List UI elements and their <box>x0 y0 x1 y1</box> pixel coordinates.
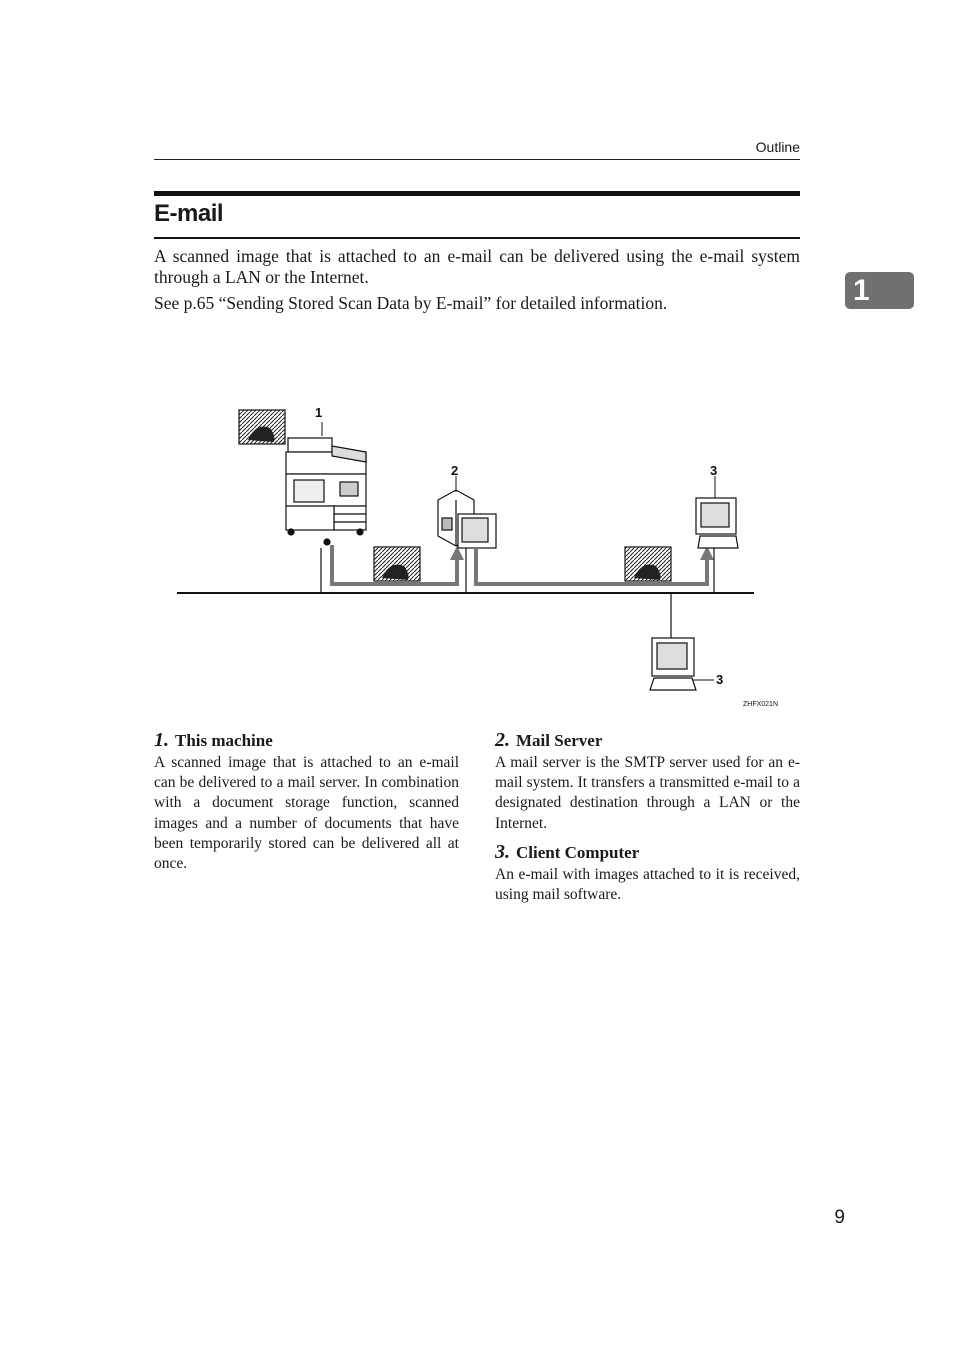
item-number: 3. <box>495 840 510 863</box>
figure-code: ZHFX021N <box>743 701 779 708</box>
section-title: E-mail <box>154 200 224 227</box>
scanned-image-icon <box>239 410 285 444</box>
intro-paragraph: A scanned image that is attached to an e-mail can be delivered using the e-mail system through a LAN or the Internet. <box>154 246 800 287</box>
transfer-arrow-server-to-client <box>476 548 707 584</box>
item-heading <box>154 728 459 753</box>
client-computer-icon-top <box>696 498 738 548</box>
email-network-diagram <box>170 400 779 720</box>
callout-label-3-top: 3 <box>710 463 718 478</box>
item-column-left <box>154 728 459 880</box>
chapter-tab: 1 <box>845 272 914 309</box>
item-title: This machine <box>175 731 273 750</box>
item-number: 2. <box>495 729 510 751</box>
client-computer-icon-bottom <box>650 638 696 690</box>
intro-reference: See p.65 “Sending Stored Scan Data by E-mail” for detailed information. <box>154 293 668 313</box>
page-number: 9 <box>834 1207 845 1228</box>
item-title: Client Computer <box>516 842 640 862</box>
item-description: A scanned image that is attached to an e-mail can be delivered to a mail server. In combination with a document storage function, scanned images and a number of documents that have been temporarily stored can be delivered all at once. <box>154 754 459 873</box>
mail-server-icon <box>438 490 496 548</box>
item-description: An e-mail with images attached to it is received, using mail software. <box>495 865 800 904</box>
item-column-right <box>495 728 800 911</box>
item-description: A mail server is the SMTP server used for an e-mail system. It transfers a transmitted e-mail to a designated destination through a LAN or the Internet. <box>495 754 800 832</box>
title-rule-bottom <box>154 237 800 239</box>
callout-label-1: 1 <box>315 405 323 420</box>
header-rule <box>154 159 800 160</box>
title-rule-top <box>154 191 800 196</box>
item-heading <box>495 728 800 753</box>
item-number: 1. <box>154 729 169 751</box>
item-title: Mail Server <box>516 731 603 750</box>
running-header: Outline <box>755 139 800 155</box>
callout-label-3-bottom: 3 <box>716 672 724 687</box>
callout-label-2: 2 <box>451 463 459 478</box>
scanned-image-icon <box>625 547 671 581</box>
intro-text <box>154 246 800 319</box>
scanned-image-icon <box>374 547 420 581</box>
copier-machine-icon <box>286 438 366 545</box>
item-heading <box>495 840 800 865</box>
